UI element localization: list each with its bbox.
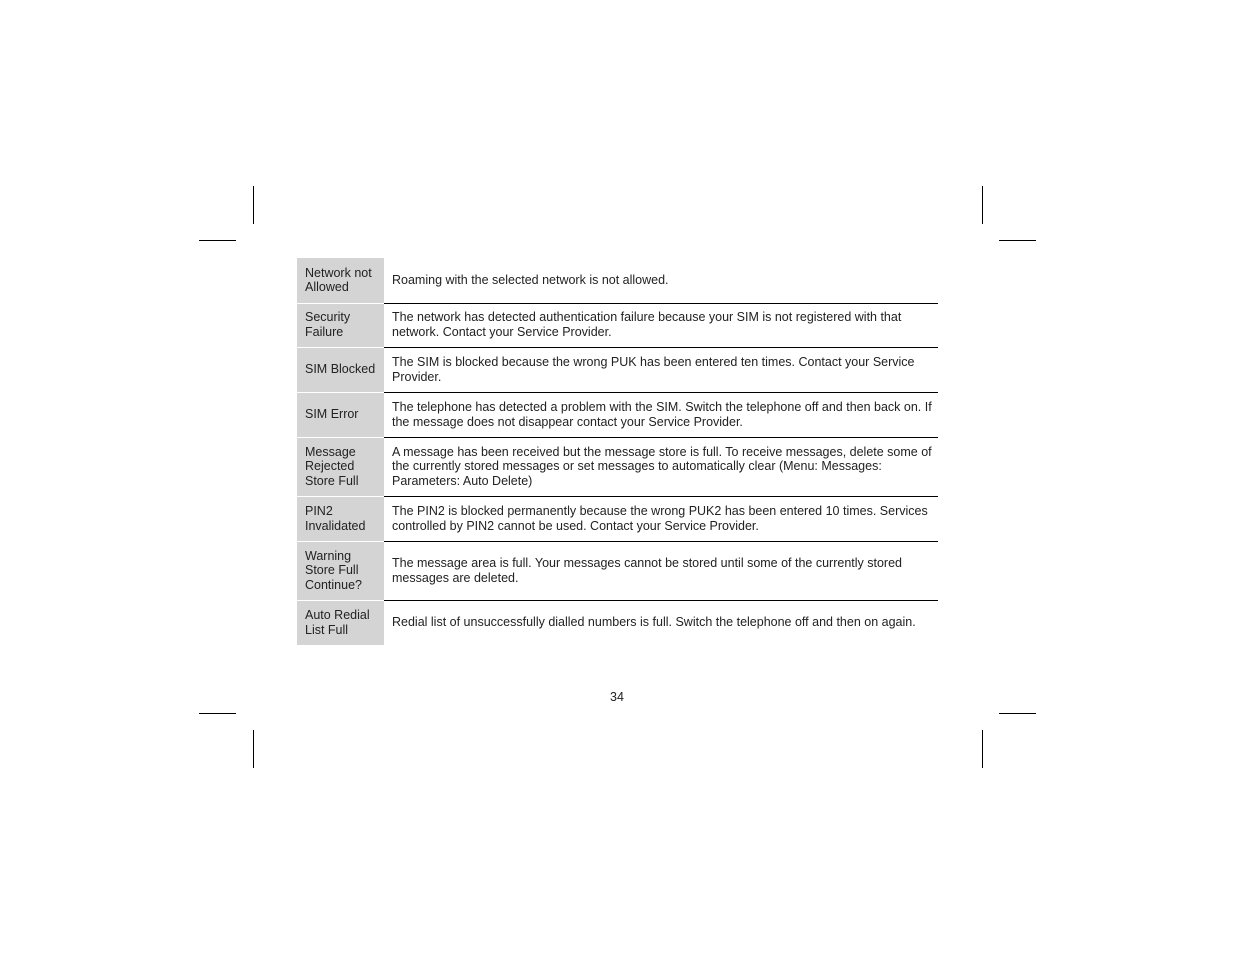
message-term: Network not Allowed [297, 258, 384, 303]
message-term: Message Rejected Store Full [297, 437, 384, 496]
table-row [297, 600, 938, 645]
crop-mark [199, 240, 236, 241]
table-row [297, 496, 938, 541]
message-description: Redial list of unsuccessfully dialled numbers is full. Switch the telephone off and then on again. [384, 600, 938, 645]
message-table [297, 258, 938, 645]
message-term: PIN2 Invalidated [297, 496, 384, 541]
table-row [297, 303, 938, 347]
crop-mark [253, 730, 254, 768]
message-description: The PIN2 is blocked permanently because the wrong PUK2 has been entered 10 times. Services controlled by PIN2 cannot be used. Contact your Service Provider. [384, 496, 938, 541]
message-term: Security Failure [297, 303, 384, 347]
crop-mark [199, 713, 236, 714]
message-description: A message has been received but the message store is full. To receive messages, delete some of the currently stored messages or set messages to automatically clear (Menu: Messages: Parameters: Auto Delete) [384, 437, 938, 496]
table-row [297, 437, 938, 496]
message-description: Roaming with the selected network is not allowed. [392, 272, 669, 287]
message-term: SIM Blocked [297, 347, 384, 392]
table-row [297, 392, 938, 437]
table-row [297, 347, 938, 392]
page-number: 34 [610, 690, 624, 704]
message-description: The SIM is blocked because the wrong PUK has been entered ten times. Contact your Service Provider. [384, 347, 938, 392]
crop-mark [999, 240, 1036, 241]
message-description: The message area is full. Your messages cannot be stored until some of the currently stored messages are deleted. [384, 541, 938, 600]
table-row [297, 258, 938, 303]
crop-mark [982, 186, 983, 224]
message-term: Warning Store Full Continue? [297, 541, 384, 600]
message-description: The network has detected authentication failure because your SIM is not registered with that network. Contact your Service Provider. [384, 303, 938, 347]
message-description: The telephone has detected a problem with the SIM. Switch the telephone off and then back on. If the message does not disappear contact your Service Provider. [384, 392, 938, 437]
table-row [297, 541, 938, 600]
crop-mark [982, 730, 983, 768]
message-term: SIM Error [297, 392, 384, 437]
message-term: Auto Redial List Full [297, 600, 384, 645]
crop-mark [999, 713, 1036, 714]
crop-mark [253, 186, 254, 224]
